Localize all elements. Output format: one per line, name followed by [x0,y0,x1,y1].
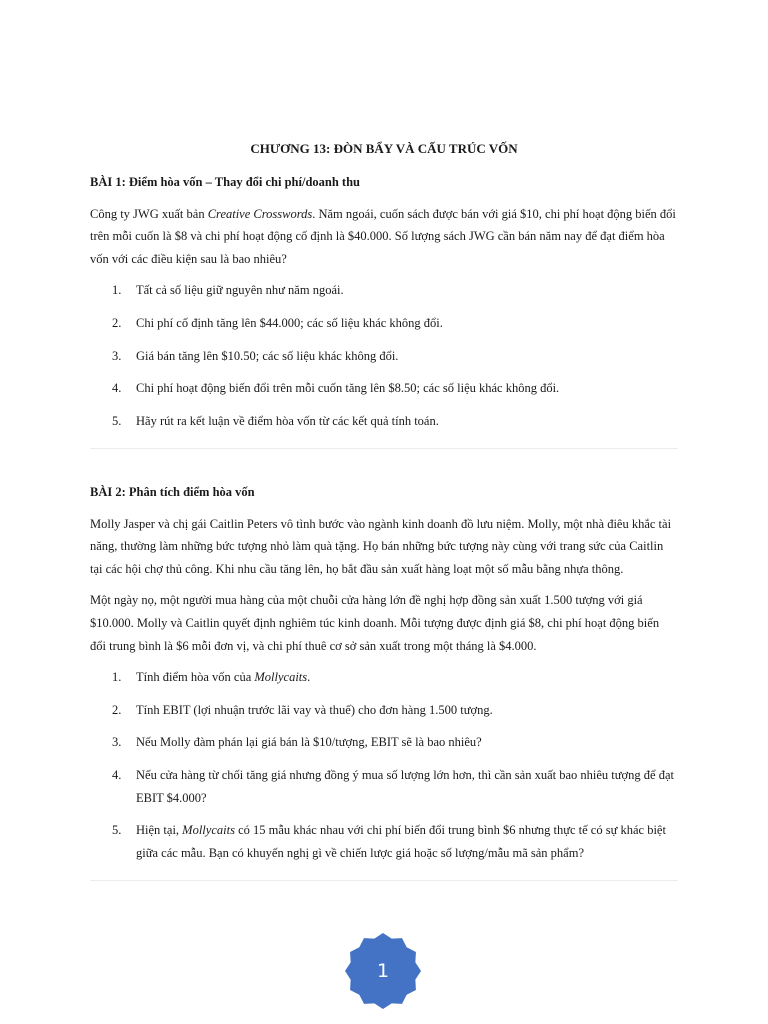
list-number: 2. [112,702,122,717]
list-number: 1. [112,283,122,298]
list-text: Tất cả số liệu giữ nguyên như năm ngoái. [136,283,344,298]
intro-text-end: . Năm ngoái, cuốn sách được bán với giá $10, chi phí hoạt động biến đổi trên mỗi cuốn là $8 và chi phí hoạt động cố định là $40.000. Số lượng sách JWG cần bán năm nay để đạt điểm hòa vốn với các điều kiện sau là bao nhiêu? [90,206,676,266]
list-text: Hiện tại, [136,823,183,838]
exercise-1-heading: BÀI 1: Điểm hòa vốn – Thay đổi chi phí/doanh thu [90,175,360,189]
page-number: 1 [376,960,390,982]
list-text: Nếu cửa hàng từ chối tăng giá nhưng đồng ý mua số lượng lớn hơn, thì cần sản xuất bao nhiêu tượng để đạt EBIT $4.000? [136,767,674,805]
exercise-1-intro [90,203,678,271]
list-item [90,699,678,722]
exercise-1 [90,171,678,432]
list-item [90,819,678,864]
list-item [90,377,678,400]
list-item [90,410,678,433]
page-number-badge [344,932,422,1010]
exercise-1-list [90,279,678,432]
list-number: 5. [112,823,122,838]
company-name: Mollycaits [182,823,235,838]
exercise-2-heading: BÀI 2: Phân tích điểm hòa vốn [90,485,255,499]
list-text: Nếu Molly đàm phán lại giá bán là $10/tượng, EBIT sẽ là bao nhiêu? [136,735,482,750]
intro-text-start: Công ty JWG xuất bản [90,206,208,221]
list-number: 1. [112,670,122,685]
book-title: Creative Crosswords [207,206,313,221]
list-text: Tính EBIT (lợi nhuận trước lãi vay và thuế) cho đơn hàng 1.500 tượng. [136,702,493,717]
list-item [90,666,678,689]
exercise-2 [90,481,678,864]
list-text: Tính điểm hòa vốn của [136,670,255,685]
list-number: 4. [112,767,122,782]
list-number: 4. [112,381,122,396]
section-divider [90,880,678,881]
list-item [90,345,678,368]
exercise-2-list [90,666,678,864]
chapter-title: CHƯƠNG 13: ĐÒN BẨY VÀ CẤU TRÚC VỐN [250,141,518,156]
list-number: 3. [112,735,122,750]
list-item [90,279,678,302]
list-text: Chi phí hoạt động biến đổi trên mỗi cuốn tăng lên $8.50; các số liệu khác không đổi. [136,381,560,396]
list-text-end: . [307,670,311,685]
list-text: Giá bán tăng lên $10.50; các số liệu khác không đổi. [136,348,399,363]
list-text: Hãy rút ra kết luận về điểm hòa vốn từ các kết quả tính toán. [136,413,439,428]
list-text: Chi phí cố định tăng lên $44.000; các số liệu khác không đổi. [136,315,443,330]
list-text-end: có 15 mẫu khác nhau với chi phí biến đổi trung bình $6 nhưng thực tế có sự khác biệt giữa các mẫu. Bạn có khuyến nghị gì về chiến lược giá hoặc số lượng/mẫu mã sản phẩm? [136,823,666,860]
list-item [90,731,678,754]
exercise-2-para-2: Một ngày nọ, một người mua hàng của một chuỗi cửa hàng lớn đề nghị hợp đồng sản xuất 1.500 tượng với giá $10.000. Molly và Caitlin quyết định nghiêm túc kinh doanh. Mỗi tượng được định giá $8, chi phí hoạt động biến đổi trung bình là $6 mỗi đơn vị, và chi phí thuê cơ sở sản xuất trong một tháng là $4.000. [90,593,660,653]
list-item [90,764,678,809]
section-divider [90,448,678,449]
company-name: Mollycaits [254,670,308,685]
list-item [90,312,678,335]
exercise-2-para-1: Molly Jasper và chị gái Caitlin Peters vô tình bước vào ngành kinh doanh đồ lưu niệm. Molly, một nhà điêu khắc tài năng, thường làm những bức tượng nhỏ làm quà tặng. Họ bán những bức tượng này cùng với trang sức của Caitlin tại các hội chợ thủ công. Khi nhu cầu tăng lên, họ bắt đầu sản xuất hàng loạt một số mẫu bằng nhựa thông. [90,516,672,576]
list-number: 5. [112,413,122,428]
list-number: 2. [112,315,122,330]
list-number: 3. [112,348,122,363]
